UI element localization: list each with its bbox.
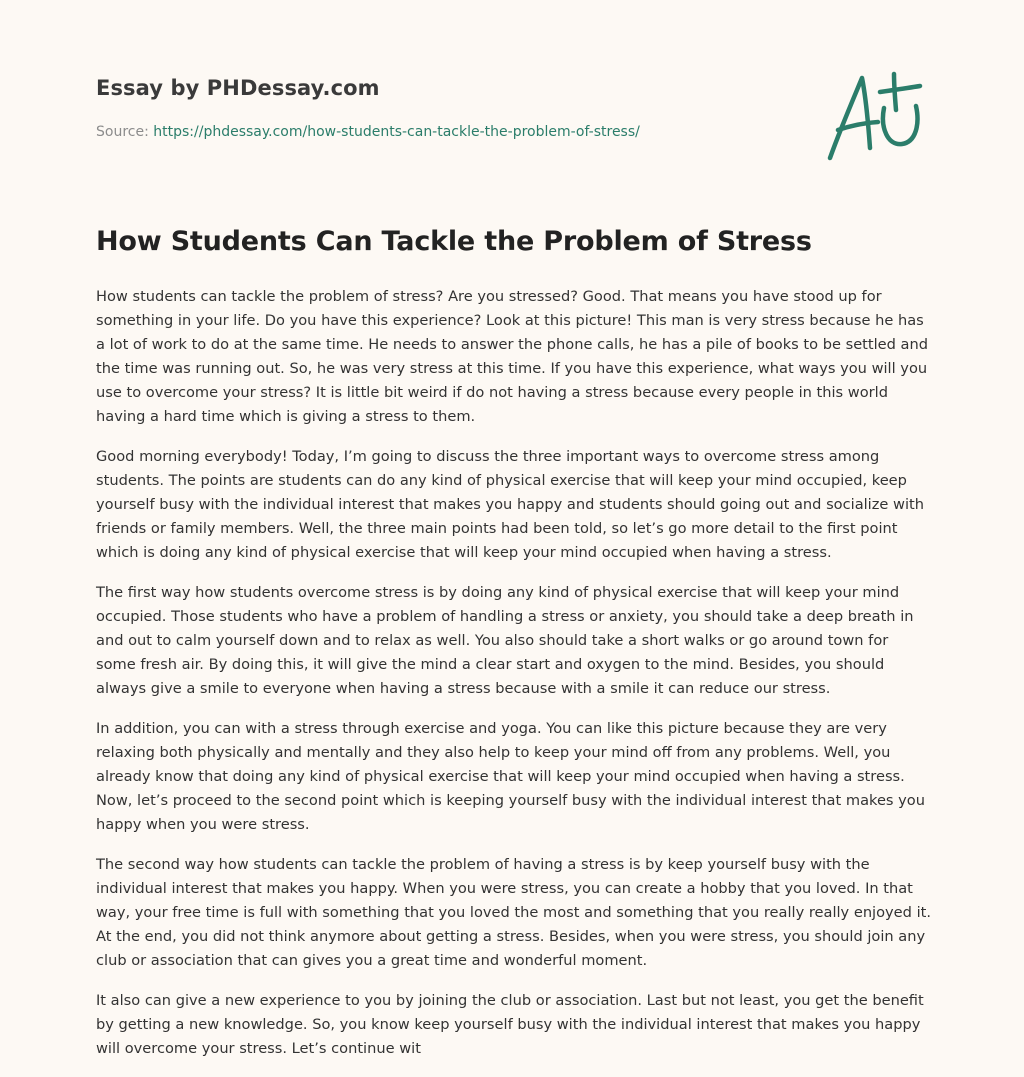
source-link[interactable]: https://phdessay.com/how-students-can-tackle-the-problem-of-stress/ <box>153 124 640 140</box>
site-name: Essay by PHDessay.com <box>96 76 380 100</box>
essay-paragraph: How students can tackle the problem of stress? Are you stressed? Good. That means you have stood up for something in your life. Do you have this experience? Look at this picture! This man is very stress because he has a lot of work to do at the same time. He needs to answer the phone calls, he has a pile of books to be settled and the time was running out. So, he was very stress at this time. If you have this experience, what ways you will you use to overcome your stress? It is little bit weird if do not having a stress because every people in this world having a hard time which is giving a stress to them. <box>96 288 929 425</box>
a-plus-logo-icon <box>822 68 928 164</box>
essay-paragraph: The first way how students overcome stress is by doing any kind of physical exercise that will keep your mind occupied. Those students who have a problem of handling a stress or anxiety, you should take a deep breath in and out to calm yourself down and to relax as well. You also should take a short walks or go around town for some fresh air. By doing this, it will give the mind a clear start and oxygen to the mind. Besides, you should always give a smile to everyone when having a stress because with a smile it can reduce our stress. <box>96 584 914 697</box>
essay-title: How Students Can Tackle the Problem of Stress <box>96 226 812 257</box>
essay-paragraph: The second way how students can tackle the problem of having a stress is by keep yourself busy with the individual interest that makes you happy. When you were stress, you can create a hobby that you loved. In that way, your free time is full with something that you loved the most and something that you really really enjoyed it. At the end, you did not think anymore about getting a stress. Besides, when you were stress, you should join any club or association that can gives you a great time and wonderful moment. <box>96 856 931 969</box>
source-line <box>96 124 640 140</box>
essay-paragraph: In addition, you can with a stress through exercise and yoga. You can like this picture because they are very relaxing both physically and mentally and they also help to keep your mind off from any problems. Well, you already know that doing any kind of physical exercise that will keep your mind occupied when having a stress. Now, let’s proceed to the second point which is keeping yourself busy with the individual interest that makes you happy when you were stress. <box>96 720 925 833</box>
essay-body <box>96 285 932 1077</box>
essay-paragraph: Good morning everybody! Today, I’m going to discuss the three important ways to overcome stress among students. The points are students can do any kind of physical exercise that will keep your mind occupied, keep yourself busy with the individual interest that makes you happy and students should going out and socialize with friends or family members. Well, the three main points had been told, so let’s go more detail to the first point which is doing any kind of physical exercise that will keep your mind occupied when having a stress. <box>96 448 924 561</box>
essay-paragraph: It also can give a new experience to you by joining the club or association. Last but not least, you get the benefit by getting a new knowledge. So, you know keep yourself busy with the individual interest that makes you happy will overcome your stress. Let’s continue wit <box>96 992 924 1057</box>
source-label: Source: <box>96 124 154 140</box>
